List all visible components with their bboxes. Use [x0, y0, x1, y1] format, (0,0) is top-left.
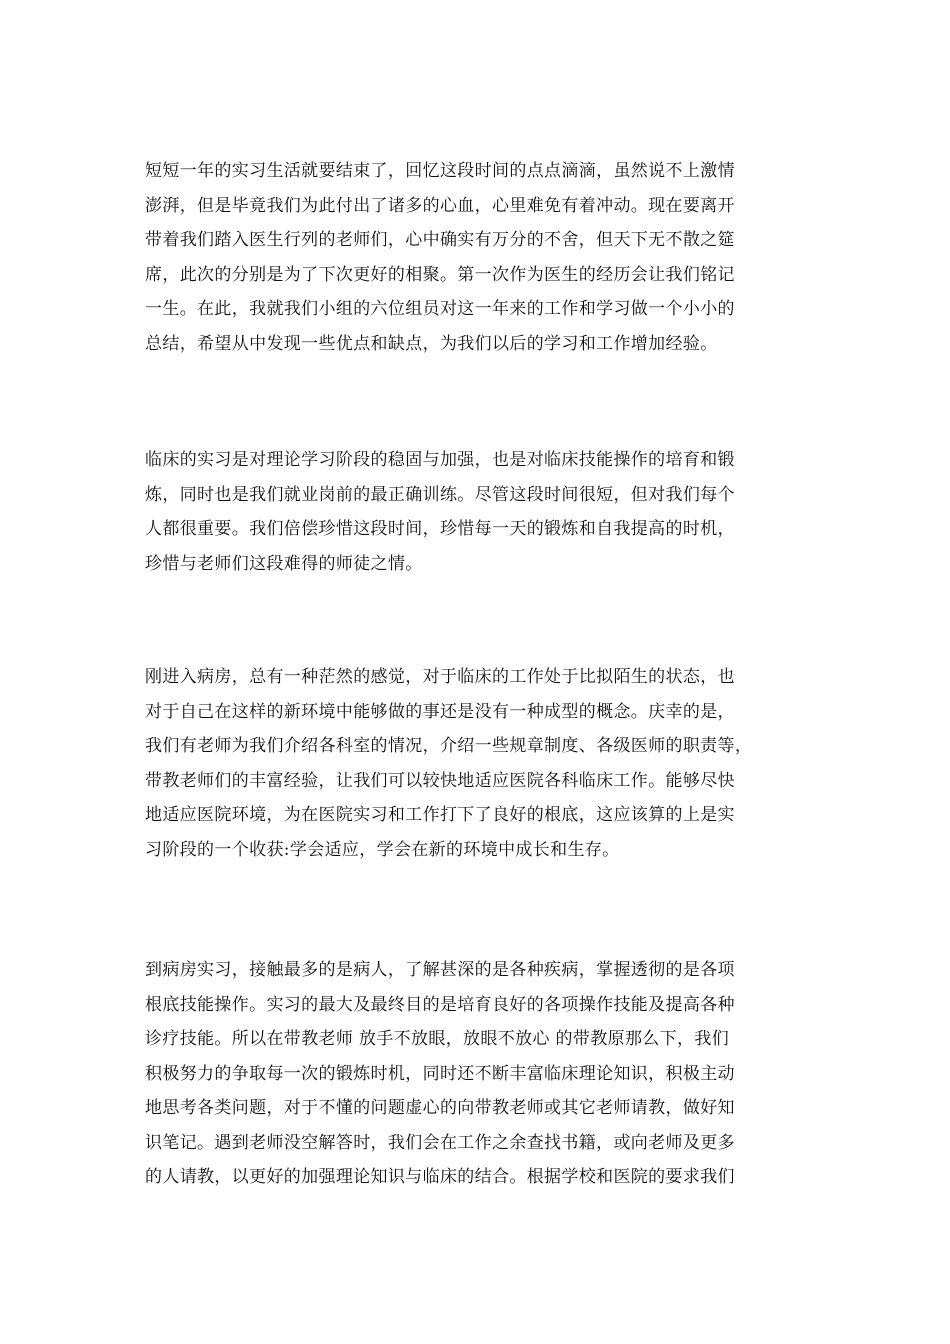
text-line: 总结，希望从中发现一些优点和缺点，为我们以后的学习和工作增加经验。: [145, 333, 718, 354]
paragraph-ward-internship: [145, 953, 815, 1195]
text-line: 刚进入病房，总有一种茫然的感觉，对于临床的工作处于比拟陌生的状态，也: [145, 667, 735, 687]
text-line: 带教老师们的丰富经验，让我们可以较快地适应医院各科临床工作。能够尽快: [145, 770, 735, 791]
text-line: 根底技能操作。实习的最大及最终目的是培育良好的各项操作技能及提高各种: [145, 994, 735, 1015]
text-line: 诊疗技能。所以在带教老师 放手不放眼，放眼不放心 的带教原那么下，我们: [145, 1029, 730, 1049]
text-line: 临床的实习是对理论学习阶段的稳固与加强，也是对临床技能操作的培育和锻: [145, 450, 735, 470]
text-line: 识笔记。遇到老师没空解答时，我们会在工作之余查找书籍，或向老师及更多: [145, 1132, 735, 1153]
text-line: 对于自己在这样的新环境中能够做的事还是没有一种成型的概念。庆幸的是，: [145, 701, 735, 722]
text-line: 的人请教，以更好的加强理论知识与临床的结合。根据学校和医院的要求我们: [145, 1167, 735, 1187]
text-line: 积极努力的争取每一次的锻炼时机，同时还不断丰富临床理论知识，积极主动: [145, 1063, 735, 1084]
text-line: 一生。在此，我就我们小组的六位组员对这一年来的工作和学习做一个小小的: [145, 299, 735, 319]
text-line: 到病房实习，接触最多的是病人，了解甚深的是各种疾病，掌握透彻的是各项: [145, 960, 735, 980]
text-line: 我们有老师为我们介绍各科室的情况，介绍一些规章制度、各级医师的职责等，: [145, 736, 753, 756]
paragraph-entering-ward: [145, 660, 815, 867]
text-line: 珍惜与老师们这段难得的师徒之情。: [145, 553, 423, 574]
paragraph-internship-summary: [145, 154, 815, 361]
text-line: 地适应医院环境，为在医院实习和工作打下了良好的根底，这应该算的上是实: [145, 805, 735, 825]
text-line: 地思考各类问题，对于不懂的问题虚心的向带教老师或其它老师请教，做好知: [145, 1098, 735, 1118]
text-line: 炼，同时也是我们就业岗前的最正确训练。尽管这段时间很短，但对我们每个: [145, 484, 735, 505]
text-line: 席，此次的分别是为了下次更好的相聚。第一次作为医生的经历会让我们铭记: [145, 264, 735, 285]
text-line: 澎湃，但是毕竟我们为此付出了诸多的心血，心里难免有着冲动。现在要离开: [145, 195, 735, 216]
text-line: 带着我们踏入医生行列的老师们，心中确实有万分的不舍，但天下无不散之筵: [145, 230, 735, 250]
paragraph-clinical-practice: [145, 443, 815, 581]
text-line: 人都很重要。我们倍偿珍惜这段时间，珍惜每一天的锻炼和自我提高的时机，: [145, 519, 735, 539]
text-line: 短短一年的实习生活就要结束了，回忆这段时间的点点滴滴，虽然说不上激情: [145, 161, 735, 181]
text-line: 习阶段的一个收获:学会适应，学会在新的环境中成长和生存。: [145, 839, 620, 860]
